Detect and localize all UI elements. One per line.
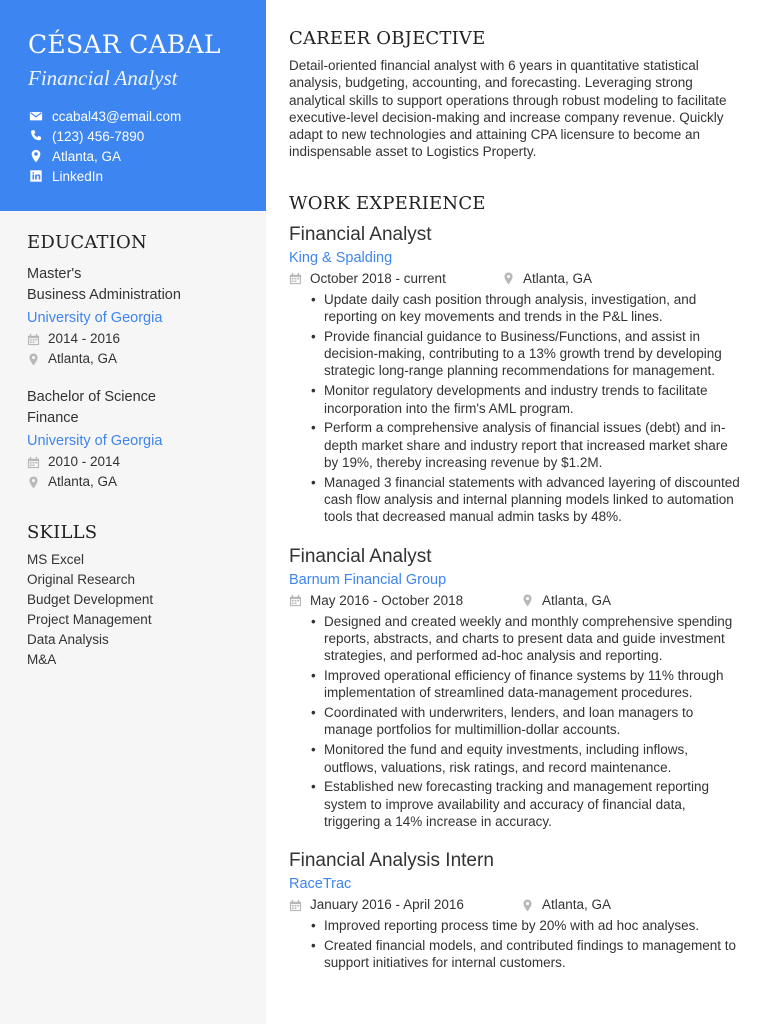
sidebar bbox=[0, 0, 266, 1024]
job-location-text: Atlanta, GA bbox=[542, 897, 612, 913]
job-dates-text: October 2018 - current bbox=[310, 270, 446, 286]
job-title: Financial Analyst bbox=[289, 545, 432, 567]
calendar-icon bbox=[27, 332, 41, 346]
education-dates-text: 2010 - 2014 bbox=[48, 454, 121, 469]
job-dates bbox=[289, 591, 521, 611]
degree-field: Business Administration bbox=[27, 287, 181, 303]
education-dates-text: 2014 - 2016 bbox=[48, 331, 121, 346]
degree-field: Finance bbox=[27, 410, 79, 426]
job-location bbox=[502, 269, 592, 289]
bullet-item: • Managed 3 financial statements with advanced layering of discounted cash flow analysis and internal planning models linked to automation tools that decreased manual admin tasks by 48%. bbox=[324, 474, 744, 526]
calendar-icon bbox=[289, 272, 303, 286]
linkedin-icon bbox=[28, 168, 44, 184]
skills-list bbox=[27, 550, 266, 670]
location-pin-icon bbox=[502, 272, 516, 286]
job-title: Financial Analysis Intern bbox=[289, 850, 494, 872]
school-name: University of Georgia bbox=[27, 433, 163, 449]
phone-icon bbox=[28, 128, 44, 144]
main-content bbox=[289, 28, 744, 974]
header-banner bbox=[0, 0, 266, 211]
job-meta bbox=[289, 269, 744, 289]
candidate-role: Financial Analyst bbox=[28, 66, 178, 90]
job-bullets bbox=[289, 917, 744, 971]
bullet-item: • Designed and created weekly and monthly comprehensive spending reports, abstracts, and charts to present data and guide investment strategies, and performed ad-hoc analysis and reporting. bbox=[324, 613, 744, 665]
job-location-text: Atlanta, GA bbox=[542, 592, 612, 608]
bullet-item: • Improved operational efficiency of finance systems by 11% through implementation of streamlined data-management procedures. bbox=[324, 667, 744, 702]
bullet-item: • Coordinated with underwriters, lenders, and loan managers to manage portfolios for multimillion-dollar accounts. bbox=[324, 704, 744, 739]
bullet-item: • Monitored the fund and equity investments, including inflows, outflows, valuations, risk ratings, and record maintenance. bbox=[324, 741, 744, 776]
envelope-icon bbox=[28, 108, 44, 124]
company-name: RaceTrac bbox=[289, 876, 352, 893]
bullet-item: • Monitor regulatory developments and industry trends to facilitate incorporation into the firm's AML program. bbox=[324, 382, 744, 417]
location-pin-icon bbox=[27, 475, 41, 489]
education-item bbox=[27, 264, 266, 369]
job-dates bbox=[289, 895, 521, 915]
education-location bbox=[27, 349, 266, 369]
calendar-icon bbox=[27, 455, 41, 469]
job-entry bbox=[289, 545, 744, 831]
education-location bbox=[27, 472, 266, 492]
candidate-name: CÉSAR CABAL bbox=[28, 30, 221, 59]
job-entry bbox=[289, 849, 744, 971]
contact-email-text: ccabal43@email.com bbox=[52, 108, 182, 124]
job-dates-text: May 2016 - October 2018 bbox=[310, 592, 464, 608]
calendar-icon bbox=[289, 594, 303, 608]
job-entry bbox=[289, 223, 744, 526]
education-dates bbox=[27, 452, 266, 472]
location-pin-icon bbox=[27, 352, 41, 366]
education-location-text: Atlanta, GA bbox=[48, 351, 118, 366]
job-location bbox=[521, 895, 611, 915]
bullet-item: • Improved reporting process time by 20% with ad hoc analyses. bbox=[324, 917, 744, 934]
company-name: Barnum Financial Group bbox=[289, 571, 447, 588]
bullet-item: • Established new forecasting tracking and management reporting system to improve availability and accuracy of financial data, triggering a 14% increase in accuracy. bbox=[324, 778, 744, 830]
contact-phone[interactable] bbox=[28, 126, 266, 146]
contact-location-text: Atlanta, GA bbox=[52, 148, 122, 164]
objective-text: Detail-oriented financial analyst with 6 years in quantitative statistical analysis, budgeting, accounting, and forecasting. Leveraging strong analytical skills to support operations through robust modeling to facilitate executive-level decision-making and increase company revenue. Quickly adapt to new technologies and attaining CPA licensure to become an indispensable asset to Logistics Property. bbox=[289, 58, 727, 160]
contact-location bbox=[28, 146, 266, 166]
work-heading: WORK EXPERIENCE bbox=[289, 192, 486, 214]
education-heading: EDUCATION bbox=[27, 232, 147, 253]
skills-heading: SKILLS bbox=[27, 522, 98, 543]
bullet-item: • Update daily cash position through analysis, investigation, and reporting on key movements and trends in the P&L lines. bbox=[324, 291, 744, 326]
school-name: University of Georgia bbox=[27, 310, 163, 326]
degree-name: Bachelor of Science bbox=[27, 389, 156, 405]
skill-item: MS Excel bbox=[27, 552, 85, 567]
contact-linkedin[interactable] bbox=[28, 166, 266, 186]
job-meta bbox=[289, 895, 744, 915]
contact-list bbox=[28, 106, 266, 186]
sidebar-body bbox=[0, 232, 266, 670]
contact-email[interactable] bbox=[28, 106, 266, 126]
contact-phone-text: (123) 456-7890 bbox=[52, 128, 145, 144]
degree-name: Master's bbox=[27, 266, 82, 282]
calendar-icon bbox=[289, 898, 303, 912]
contact-linkedin-text: LinkedIn bbox=[52, 168, 104, 184]
education-item bbox=[27, 387, 266, 492]
skill-item: Budget Development bbox=[27, 592, 154, 607]
education-location-text: Atlanta, GA bbox=[48, 474, 118, 489]
location-pin-icon bbox=[521, 898, 535, 912]
job-location bbox=[521, 591, 611, 611]
location-pin-icon bbox=[28, 148, 44, 164]
job-location-text: Atlanta, GA bbox=[523, 270, 593, 286]
bullet-item: • Created financial models, and contributed findings to management to support initiatives for internal customers. bbox=[324, 937, 744, 972]
education-dates bbox=[27, 329, 266, 349]
job-bullets bbox=[289, 613, 744, 831]
job-dates bbox=[289, 269, 502, 289]
job-meta bbox=[289, 591, 744, 611]
job-bullets bbox=[289, 291, 744, 526]
skill-item: Original Research bbox=[27, 572, 136, 587]
objective-heading: CAREER OBJECTIVE bbox=[289, 28, 486, 49]
job-dates-text: January 2016 - April 2016 bbox=[310, 897, 464, 913]
skill-item: Project Management bbox=[27, 612, 152, 627]
bullet-item: • Perform a comprehensive analysis of financial issues (debt) and in-depth market share and industry report that increased market share by 19%, thereby increasing revenue by $1.2M. bbox=[324, 419, 744, 471]
company-name: King & Spalding bbox=[289, 249, 393, 266]
skill-item: Data Analysis bbox=[27, 632, 109, 647]
bullet-item: • Provide financial guidance to Business/Functions, and assist in decision-making, contributing to a 13% growth trend by developing strategic long-range planning recommendations for management. bbox=[324, 328, 744, 380]
job-title: Financial Analyst bbox=[289, 223, 432, 245]
skill-item: M&A bbox=[27, 652, 57, 667]
location-pin-icon bbox=[521, 594, 535, 608]
